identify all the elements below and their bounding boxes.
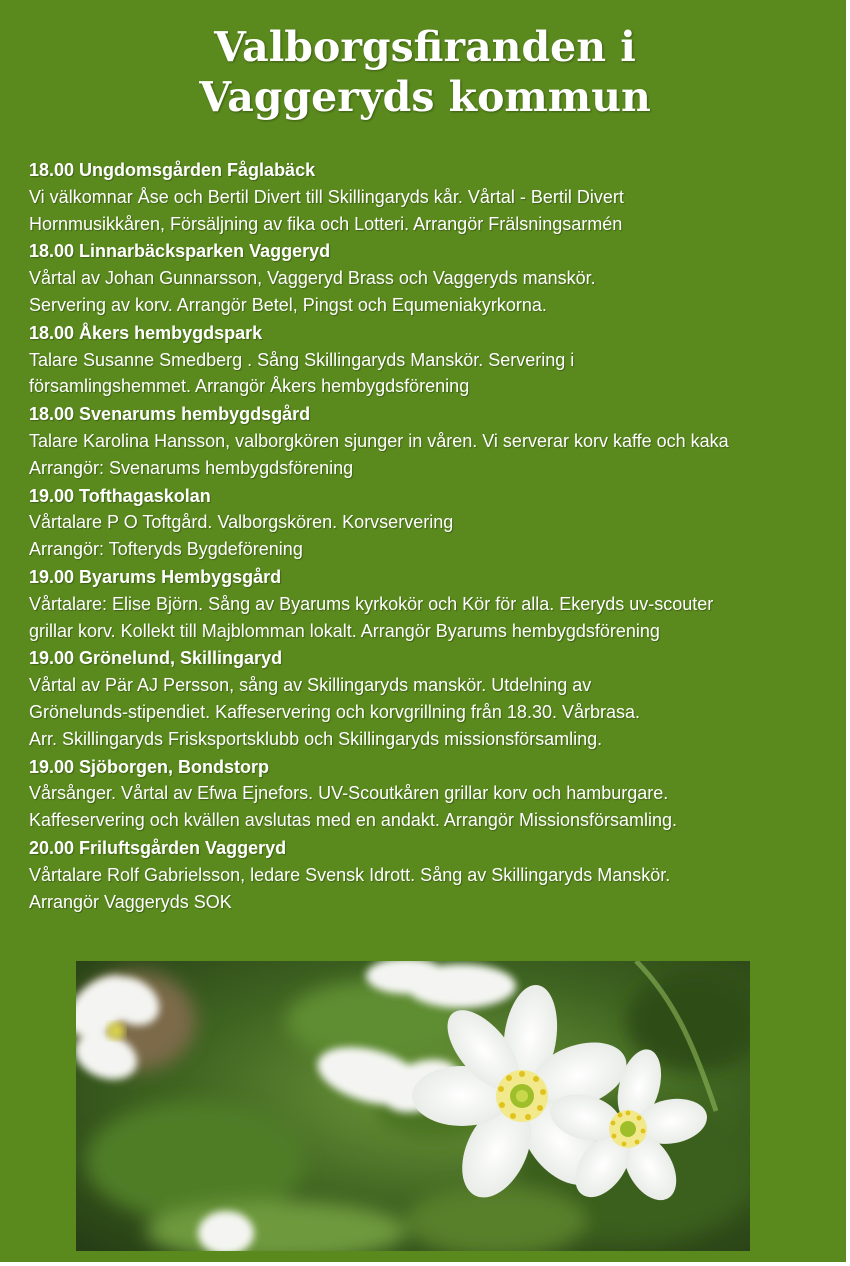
event-heading: 20.00 Friluftsgården Vaggeryd — [29, 837, 287, 858]
event-item — [29, 401, 829, 481]
event-description-line: Arrangör Vaggeryds SOK — [29, 891, 232, 912]
event-item — [29, 645, 829, 752]
event-description-line: Kaffeservering och kvällen avslutas med en andakt. Arrangör Missionsförsamling. — [29, 810, 677, 831]
title-line-1: Valborgsfiranden i — [214, 23, 636, 71]
event-item — [29, 483, 829, 563]
event-description-line: Servering av korv. Arrangör Betel, Pingst och Equmeniakyrkorna. — [29, 294, 547, 315]
flower-photo — [76, 961, 750, 1251]
event-heading: 18.00 Linnarbäcksparken Vaggeryd — [29, 241, 331, 262]
event-item — [29, 754, 829, 834]
event-description-line: Arr. Skillingaryds Frisksportsklubb och Skillingaryds missionsförsamling. — [29, 728, 603, 749]
title-line-2: Vaggeryds kommun — [199, 73, 651, 121]
event-list — [29, 157, 829, 916]
event-description-line: Vårtal av Johan Gunnarsson, Vaggeryd Brass och Vaggeryds manskör. — [29, 268, 596, 289]
event-description-line: Talare Susanne Smedberg . Sång Skillingaryds Manskör. Servering i — [29, 349, 575, 370]
event-description-line: Vårsånger. Vårtal av Efwa Ejnefors. UV-Scoutkåren grillar korv och hamburgare. — [29, 783, 669, 804]
page-title — [0, 22, 850, 122]
event-description-line: Vårtalare: Elise Björn. Sång av Byarums kyrkokör och Kör för alla. Ekeryds uv-scouter — [29, 593, 714, 614]
event-item — [29, 564, 829, 644]
event-description-line: Grönelunds-stipendiet. Kaffeservering och korvgrillning från 18.30. Vårbrasa. — [29, 701, 641, 722]
event-description-line: grillar korv. Kollekt till Majblomman lokalt. Arrangör Byarums hembygdsförening — [29, 620, 660, 641]
event-description-line: Vårtal av Pär AJ Persson, sång av Skillingaryds manskör. Utdelning av — [29, 675, 592, 696]
event-description-line: Talare Karolina Hansson, valborgkören sjunger in våren. Vi serverar korv kaffe och kaka — [29, 430, 729, 451]
event-item — [29, 320, 829, 400]
event-description-line: Arrangör: Svenarums hembygdsförening — [29, 457, 354, 478]
event-heading: 19.00 Byarums Hembygsgård — [29, 566, 282, 587]
event-description-line: församlingshemmet. Arrangör Åkers hembygdsförening — [29, 376, 470, 397]
event-item — [29, 835, 829, 915]
event-heading: 18.00 Svenarums hembygdsgård — [29, 404, 311, 425]
event-item — [29, 157, 829, 237]
event-heading: 18.00 Åkers hembygdspark — [29, 322, 263, 343]
event-description-line: Vi välkomnar Åse och Bertil Divert till Skillingaryds kår. Vårtal - Bertil Divert — [29, 186, 624, 207]
event-heading: 19.00 Tofthagaskolan — [29, 485, 211, 506]
event-heading: 18.00 Ungdomsgården Fåglabäck — [29, 160, 316, 180]
event-description-line: Vårtalare P O Toftgård. Valborgskören. Korvservering — [29, 512, 454, 533]
event-description-line: Vårtalare Rolf Gabrielsson, ledare Svensk Idrott. Sång av Skillingaryds Manskör. — [29, 864, 671, 885]
wood-anemone-flowers-photo — [76, 961, 750, 1251]
event-heading: 19.00 Sjöborgen, Bondstorp — [29, 756, 270, 777]
event-heading: 19.00 Grönelund, Skillingaryd — [29, 648, 283, 669]
event-description-line: Hornmusikkåren, Försäljning av fika och Lotteri. Arrangör Frälsningsarmén — [29, 213, 623, 234]
event-item — [29, 238, 829, 318]
event-description-line: Arrangör: Tofteryds Bygdeförening — [29, 539, 303, 560]
